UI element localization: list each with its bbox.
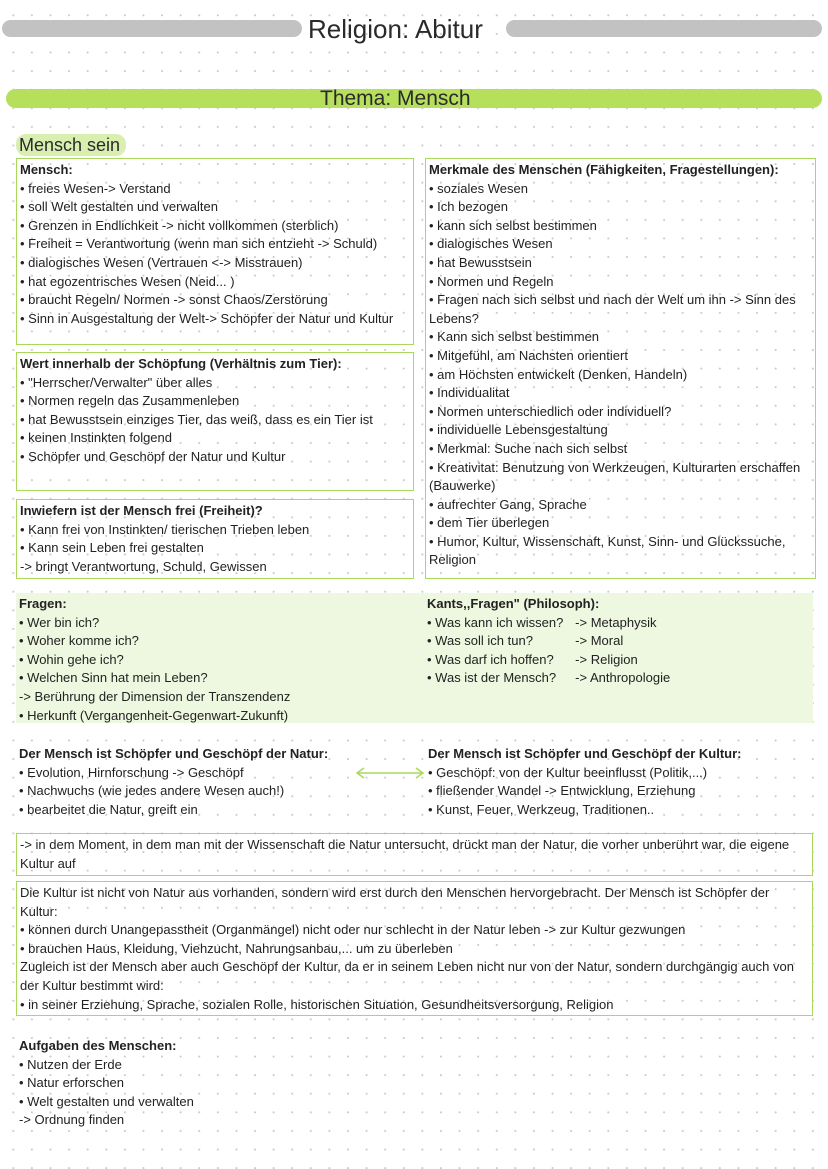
box-mensch-heading: Mensch: bbox=[20, 162, 73, 177]
list-item: • dem Tier überlegen bbox=[429, 514, 812, 533]
list-item: • in seiner Erziehung, Sprache, sozialen Rolle, historischen Situation, Gesundheitsversorgung, Religion bbox=[20, 996, 809, 1015]
box-mensch-list bbox=[20, 180, 410, 329]
list-item: • keinen Instinkten folgend bbox=[20, 429, 410, 448]
kant-heading: Kants,,Fragen" (Philosoph): bbox=[427, 596, 600, 611]
list-item: Zugleich ist der Mensch aber auch Geschöpf der Kultur, da er in seinem Leben nicht nur von der Natur, sondern durchgängig auch von der Kultur bestimmt wird: bbox=[20, 959, 794, 993]
list-item: • bearbeitet die Natur, greift ein bbox=[19, 801, 413, 820]
header-right-bar bbox=[506, 20, 822, 37]
box-mensch bbox=[16, 158, 414, 345]
kant-column bbox=[427, 595, 807, 688]
list-item: -> Ordnung finden bbox=[19, 1112, 125, 1128]
box-wert-list bbox=[20, 374, 410, 467]
list-item: • Nutzen der Erde bbox=[19, 1056, 413, 1075]
list-item: • hat Bewusstsein bbox=[429, 254, 812, 273]
fragen-list bbox=[19, 614, 414, 726]
kant-question: • Was soll ich tun? bbox=[435, 633, 533, 649]
list-item: • Wer bin ich? bbox=[19, 614, 414, 633]
list-item: • Sinn in Ausgestaltung der Welt-> Schöpfer der Natur und Kultur bbox=[20, 310, 410, 329]
list-item: • Freiheit = Verantwortung (wenn man sich entzieht -> Schuld) bbox=[20, 235, 410, 254]
list-item: • Humor, Kultur, Wissenschaft, Kunst, Sinn- und Glückssuche, Religion bbox=[429, 533, 812, 570]
list-item: • braucht Regeln/ Normen -> sonst Chaos/Zerstörung bbox=[20, 291, 410, 310]
natur-heading: Der Mensch ist Schöpfer und Geschöpf der Natur: bbox=[19, 746, 329, 761]
box-merkmale-heading: Merkmale des Menschen (Fähigkeiten, Fragestellungen): bbox=[429, 162, 779, 177]
box-kulturtext-list bbox=[20, 884, 809, 1014]
kultur-heading: Der Mensch ist Schöpfer und Geschöpf der Kultur: bbox=[428, 746, 742, 761]
list-item: • dialogisches Wesen (Vertrauen <-> Misstrauen) bbox=[20, 254, 410, 273]
list-item: • Normen regeln das Zusammenleben bbox=[20, 392, 410, 411]
kultur-list bbox=[428, 764, 812, 820]
list-item: • Mitgefühl, am Nachsten orientiert bbox=[429, 347, 812, 366]
kant-answer: -> Metaphysik bbox=[575, 614, 657, 630]
list-item: • am Höchsten entwickelt (Denken, Handeln) bbox=[429, 366, 812, 385]
box-merkmale-list bbox=[429, 180, 812, 570]
list-item: • Ich bezogen bbox=[429, 198, 812, 217]
list-item: • Evolution, Hirnforschung -> Geschöpf bbox=[19, 764, 413, 783]
box-kulturtext bbox=[16, 881, 813, 1016]
list-item: • Individualitat bbox=[429, 384, 812, 403]
list-item: • Kann sein Leben frei gestalten bbox=[20, 539, 410, 558]
list-item: • Woher komme ich? bbox=[19, 632, 414, 651]
list-item: • Kann sich selbst bestimmen bbox=[429, 328, 812, 347]
list-item: • hat egozentrisches Wesen (Neid... ) bbox=[20, 273, 410, 292]
kultur-block bbox=[425, 743, 815, 821]
list-item: • hat Bewusstsein einziges Tier, das weiß, dass es ein Tier ist bbox=[20, 411, 410, 430]
fragen-column bbox=[19, 595, 414, 725]
list-item: • "Herrscher/Verwalter" über alles bbox=[20, 374, 410, 393]
list-item: • Grenzen in Endlichkeit -> nicht vollkommen (sterblich) bbox=[20, 217, 410, 236]
kant-question: • Was darf ich hoffen? bbox=[435, 651, 554, 667]
box-wert-heading: Wert innerhalb der Schöpfung (Verhältnis zum Tier): bbox=[20, 356, 342, 371]
list-item: • Kunst, Feuer, Werkzeug, Traditionen.. bbox=[428, 801, 812, 820]
list-item: • Wohin gehe ich? bbox=[19, 651, 414, 670]
kant-answer: -> Moral bbox=[575, 633, 624, 649]
box-moment bbox=[16, 833, 813, 876]
list-item: • Normen und Regeln bbox=[429, 273, 812, 292]
list-item: • Kann frei von Instinkten/ tierischen Trieben leben bbox=[20, 521, 410, 540]
list-item: -> bringt Verantwortung, Schuld, Gewissen bbox=[20, 558, 267, 574]
list-item: • Geschöpf: von der Kultur beeinflusst (Politik,...) bbox=[428, 764, 812, 783]
list-item: Die Kultur ist nicht von Natur aus vorhanden, sondern wird erst durch den Menschen hervorgebracht. Der Mensch ist Schöpfer der Kultur: bbox=[20, 885, 770, 919]
aufgaben-block bbox=[16, 1035, 416, 1132]
kant-question-row bbox=[427, 651, 807, 670]
kant-list bbox=[427, 614, 807, 688]
list-item: • Schöpfer und Geschöpf der Natur und Kultur bbox=[20, 448, 410, 467]
list-item: • kann sich selbst bestimmen bbox=[429, 217, 812, 236]
aufgaben-list bbox=[19, 1056, 413, 1130]
list-item: • individuelle Lebensgestaltung bbox=[429, 421, 812, 440]
kant-question-row bbox=[427, 614, 807, 633]
list-item: • soll Welt gestalten und verwalten bbox=[20, 198, 410, 217]
kant-question-row bbox=[427, 669, 807, 688]
kant-question: • Was kann ich wissen? bbox=[435, 614, 564, 630]
kant-question-row bbox=[427, 632, 807, 651]
list-item: • fließender Wandel -> Entwicklung, Erziehung bbox=[428, 782, 812, 801]
header-left-bar bbox=[2, 20, 302, 37]
list-item: • Herkunft (Vergangenheit-Gegenwart-Zukunft) bbox=[19, 707, 414, 726]
list-item: • soziales Wesen bbox=[429, 180, 812, 199]
box-merkmale bbox=[425, 158, 816, 579]
double-arrow-icon bbox=[354, 765, 426, 781]
list-item: -> Berührung der Dimension der Transzendenz bbox=[19, 688, 291, 704]
box-frei-list bbox=[20, 521, 410, 577]
section-heading: Mensch sein bbox=[16, 134, 126, 156]
list-item: • Welt gestalten und verwalten bbox=[19, 1093, 413, 1112]
list-item: • können durch Unangepasstheit (Organmängel) nicht oder nur schlecht in der Natur leben -> zur Kultur gezwungen bbox=[20, 921, 809, 940]
box-frei bbox=[16, 499, 414, 579]
kant-answer: -> Anthropologie bbox=[575, 670, 671, 686]
list-item: • dialogisches Wesen bbox=[429, 235, 812, 254]
list-item: • freies Wesen-> Verstand bbox=[20, 180, 410, 199]
aufgaben-heading: Aufgaben des Menschen: bbox=[19, 1038, 177, 1053]
fragen-area bbox=[16, 593, 813, 723]
list-item: • Nachwuchs (wie jedes andere Wesen auch!) bbox=[19, 782, 413, 801]
list-item: • Merkmal: Suche nach sich selbst bbox=[429, 440, 812, 459]
list-item: • brauchen Haus, Kleidung, Viehzucht, Nahrungsanbau,... um zu überleben bbox=[20, 940, 809, 959]
box-moment-text: -> in dem Moment, in dem man mit der Wissenschaft die Natur untersucht, drückt man der Natur, die vorher unberührt war, die eigene Kultur auf bbox=[20, 837, 790, 871]
list-item: • Normen unterschiedlich oder individuell? bbox=[429, 403, 812, 422]
list-item: • Welchen Sinn hat mein Leben? bbox=[19, 669, 414, 688]
list-item: • aufrechter Gang, Sprache bbox=[429, 496, 812, 515]
box-wert bbox=[16, 352, 414, 491]
topic-title: Thema: Mensch bbox=[320, 87, 471, 110]
list-item: • Fragen nach sich selbst und nach der Welt um ihn -> Sinn des Lebens? bbox=[429, 291, 812, 328]
fragen-heading: Fragen: bbox=[19, 596, 67, 611]
natur-block bbox=[16, 743, 416, 821]
list-item: • Natur erforschen bbox=[19, 1074, 413, 1093]
page-title: Religion: Abitur bbox=[308, 14, 483, 44]
list-item: • Kreativitat: Benutzung von Werkzeugen, Kulturarten erschaffen (Bauwerke) bbox=[429, 459, 812, 496]
box-frei-heading: Inwiefern ist der Mensch frei (Freiheit)? bbox=[20, 503, 263, 518]
kant-question: • Was ist der Mensch? bbox=[435, 670, 557, 686]
kant-answer: -> Religion bbox=[575, 651, 638, 667]
